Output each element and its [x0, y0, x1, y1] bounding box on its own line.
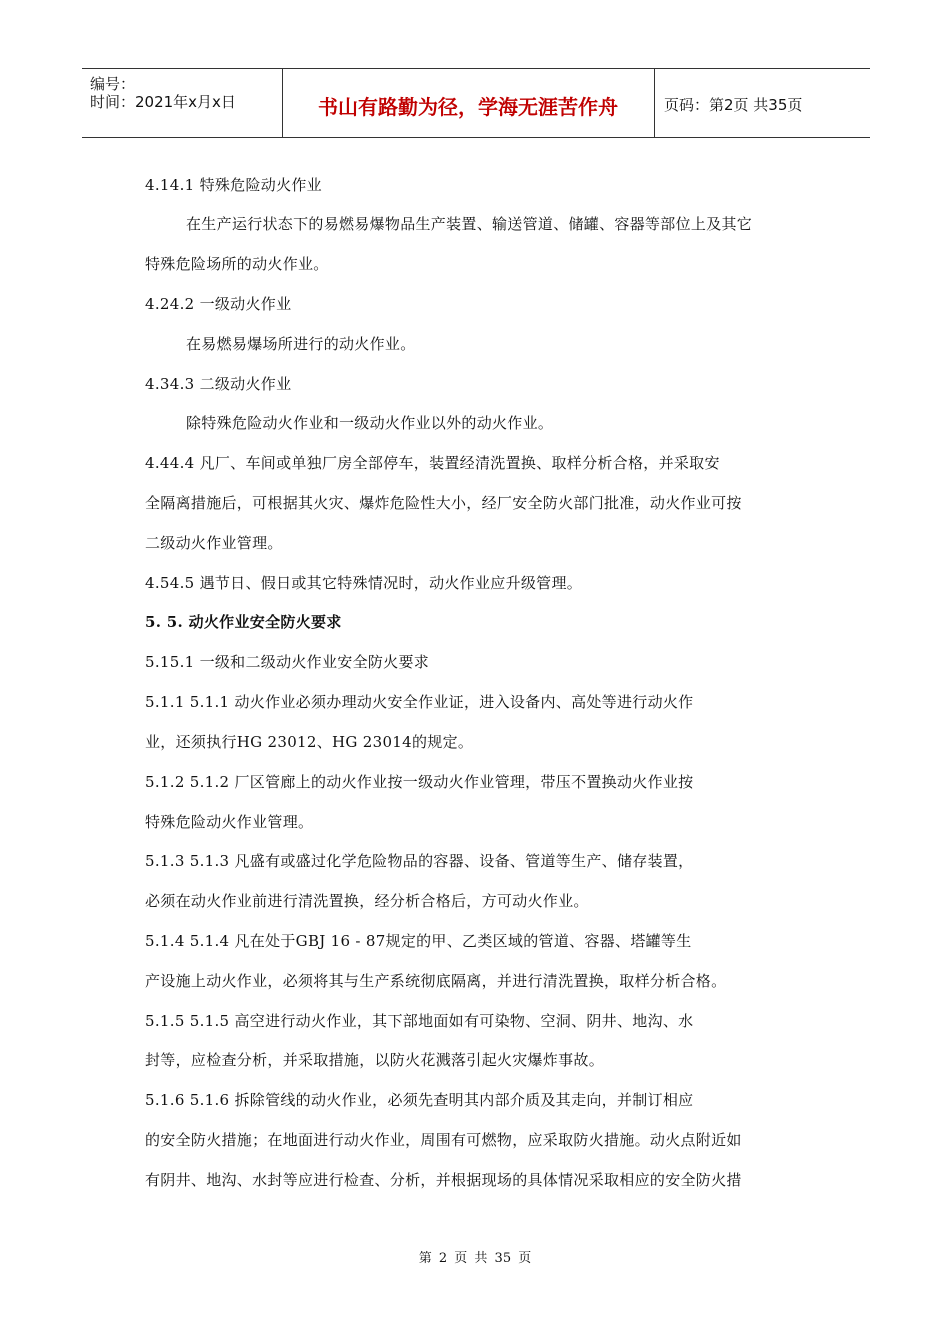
section-heading: 5.15.1 一级和二级动火作业安全防火要求 [145, 653, 430, 671]
section-heading: 4.24.2 一级动火作业 [145, 295, 292, 313]
section-heading: 4.34.3 二级动火作业 [145, 375, 292, 393]
paragraph-line: 的安全防火措施；在地面进行动火作业，周围有可燃物，应采取防火措施。动火点附近如 [145, 1131, 742, 1149]
header-page-info: 页码：第2页 共35页 [664, 96, 803, 114]
paragraph-line: 封等，应检查分析，并采取措施，以防火花溅落引起火灾爆炸事故。 [145, 1051, 605, 1069]
paragraph-line: 4.44.4 凡厂、车间或单独厂房全部停车，装置经清洗置换、取样分析合格，并采取安 [145, 454, 720, 472]
header-motto-cell [282, 69, 655, 137]
paragraph-line: 特殊危险场所的动火作业。 [145, 255, 329, 273]
header-page-cell [654, 69, 870, 137]
paragraph-line: 在易燃易爆场所进行的动火作业。 [186, 335, 416, 353]
paragraph-line: 二级动火作业管理。 [145, 534, 283, 552]
document-date: 时间：2021年x月x日 [90, 93, 236, 111]
chapter-heading: 5. 5. 动火作业安全防火要求 [145, 613, 342, 631]
paragraph-line: 5.1.5 5.1.5 高空进行动火作业，其下部地面如有可染物、空洞、阴井、地沟、水 [145, 1012, 694, 1030]
motto: 书山有路勤为径，学海无涯苦作舟 [318, 95, 618, 119]
header-info-cell [82, 69, 283, 137]
page-footer: 第 2 页 共 35 页 [418, 1251, 532, 1266]
paragraph-line: 4.54.5 遇节日、假日或其它特殊情况时，动火作业应升级管理。 [145, 574, 583, 592]
paragraph-line: 有阴井、地沟、水封等应进行检查、分析，并根据现场的具体情况采取相应的安全防火措 [145, 1171, 742, 1189]
paragraph-line: 5.1.4 5.1.4 凡在处于GBJ 16 - 87规定的甲、乙类区域的管道、容器、塔罐等生 [145, 932, 692, 950]
paragraph-line: 产设施上动火作业，必须将其与生产系统彻底隔离，并进行清洗置换，取样分析合格。 [145, 972, 727, 990]
document-number: 编号： [90, 75, 136, 93]
paragraph-line: 在生产运行状态下的易燃易爆物品生产装置、输送管道、储罐、容器等部位上及其它 [186, 215, 753, 233]
paragraph-line: 5.1.3 5.1.3 凡盛有或盛过化学危险物品的容器、设备、管道等生产、储存装置， [145, 852, 694, 870]
paragraph-line: 必须在动火作业前进行清洗置换，经分析合格后，方可动火作业。 [145, 892, 589, 910]
paragraph-line: 特殊危险动火作业管理。 [145, 813, 314, 831]
paragraph-line: 除特殊危险动火作业和一级动火作业以外的动火作业。 [186, 414, 554, 432]
paragraph-line: 5.1.6 5.1.6 拆除管线的动火作业，必须先查明其内部介质及其走向，并制订相应 [145, 1091, 694, 1109]
page-header [82, 68, 870, 138]
section-heading: 4.14.1 特殊危险动火作业 [145, 176, 322, 194]
paragraph-line: 5.1.2 5.1.2 厂区管廊上的动火作业按一级动火作业管理，带压不置换动火作业按 [145, 773, 694, 791]
paragraph-line: 业，还须执行HG 23012、HG 23014的规定。 [145, 733, 474, 751]
paragraph-line: 全隔离措施后，可根据其火灾、爆炸危险性大小，经厂安全防火部门批准，动火作业可按 [145, 494, 742, 512]
paragraph-line: 5.1.1 5.1.1 动火作业必须办理动火安全作业证，进入设备内、高处等进行动火作 [145, 693, 694, 711]
